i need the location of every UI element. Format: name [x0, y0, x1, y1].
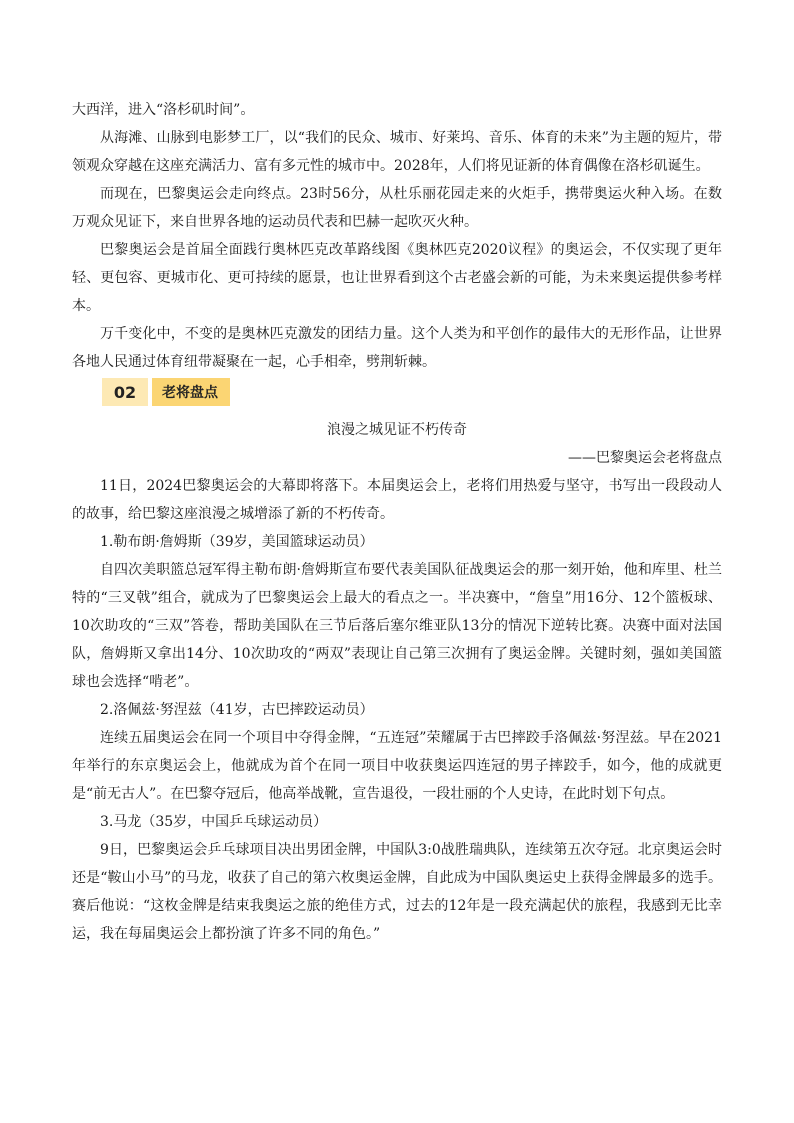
section-number: 02 — [102, 378, 148, 406]
section-header — [102, 378, 722, 406]
intro-paragraph: 大西洋，进入“洛杉矶时间”。 — [72, 102, 255, 118]
document-page — [72, 96, 722, 948]
section-title: 老将盘点 — [152, 378, 230, 406]
article-byline: ——巴黎奥运会老将盘点 — [568, 450, 722, 466]
article-title: 浪漫之城见证不朽传奇 — [327, 422, 467, 438]
athlete-text: 连续五届奥运会在同一个项目中夺得金牌，“五连冠”荣耀属于古巴摔跤手洛佩兹·努涅兹。早在2021年举行的东京奥运会上，他就成为首个在同一项目中收获奥运四连冠的男子摔跤手，如今，他的成就更是“前无古人”。在巴黎夺冠后，他高举战靴，宣告退役，一段壮丽的个人史诗，在此时划下句点。 — [72, 730, 722, 802]
intro-paragraph: 万千变化中，不变的是奥林匹克激发的团结力量。这个人类为和平创作的最伟大的无形作品，让世界各地人民通过体育纽带凝聚在一起，心手相牵，劈荆斩棘。 — [72, 326, 722, 370]
intro-paragraph: 而现在，巴黎奥运会走向终点。23时56分，从杜乐丽花园走来的火炬手，携带奥运火种入场。在数万观众见证下，来自世界各地的运动员代表和巴赫一起吹灭火种。 — [72, 186, 722, 230]
intro-paragraph: 从海滩、山脉到电影梦工厂，以“我们的民众、城市、好莱坞、音乐、体育的未来”为主题的短片，带领观众穿越在这座充满活力、富有多元性的城市中。2028年，人们将见证新的体育偶像在洛杉矶诞生。 — [72, 130, 722, 174]
article-lead: 11日，2024巴黎奥运会的大幕即将落下。本届奥运会上，老将们用热爱与坚守，书写出一段段动人的故事，给巴黎这座浪漫之城增添了新的不朽传奇。 — [72, 478, 722, 522]
athlete-heading: 2.洛佩兹·努涅兹（41岁，古巴摔跤运动员） — [100, 702, 374, 718]
athlete-heading: 1.勒布朗·詹姆斯（39岁，美国篮球运动员） — [100, 534, 374, 550]
athlete-text: 9日，巴黎奥运会乒乓球项目决出男团金牌，中国队3:0战胜瑞典队，连续第五次夺冠。北京奥运会时还是“鞍山小马”的马龙，收获了自己的第六枚奥运金牌，自此成为中国队奥运史上获得金牌最多的选手。赛后他说：“这枚金牌是结束我奥运之旅的绝佳方式，过去的12年是一段充满起伏的旅程，我感到无比幸运，我在每届奥运会上都扮演了许多不同的角色。” — [72, 842, 722, 942]
athlete-heading: 3.马龙（35岁，中国乒乓球运动员） — [100, 814, 328, 830]
intro-paragraph: 巴黎奥运会是首届全面践行奥林匹克改革路线图《奥林匹克2020议程》的奥运会，不仅实现了更年轻、更包容、更城市化、更可持续的愿景，也让世界看到这个古老盛会新的可能，为未来奥运提供参考样本。 — [72, 242, 722, 314]
athlete-text: 自四次美职篮总冠军得主勒布朗·詹姆斯宣布要代表美国队征战奥运会的那一刻开始，他和库里、杜兰特的“三叉戟”组合，就成为了巴黎奥运会上最大的看点之一。半决赛中，“詹皇”用16分、12个篮板球、10次助攻的“三双”答卷，帮助美国队在三节后落后塞尔维亚队13分的情况下逆转比赛。决赛中面对法国队，詹姆斯又拿出14分、10次助攻的“两双”表现让自己第三次拥有了奥运金牌。关键时刻，强如美国篮球也会选择“啃老”。 — [72, 562, 722, 690]
